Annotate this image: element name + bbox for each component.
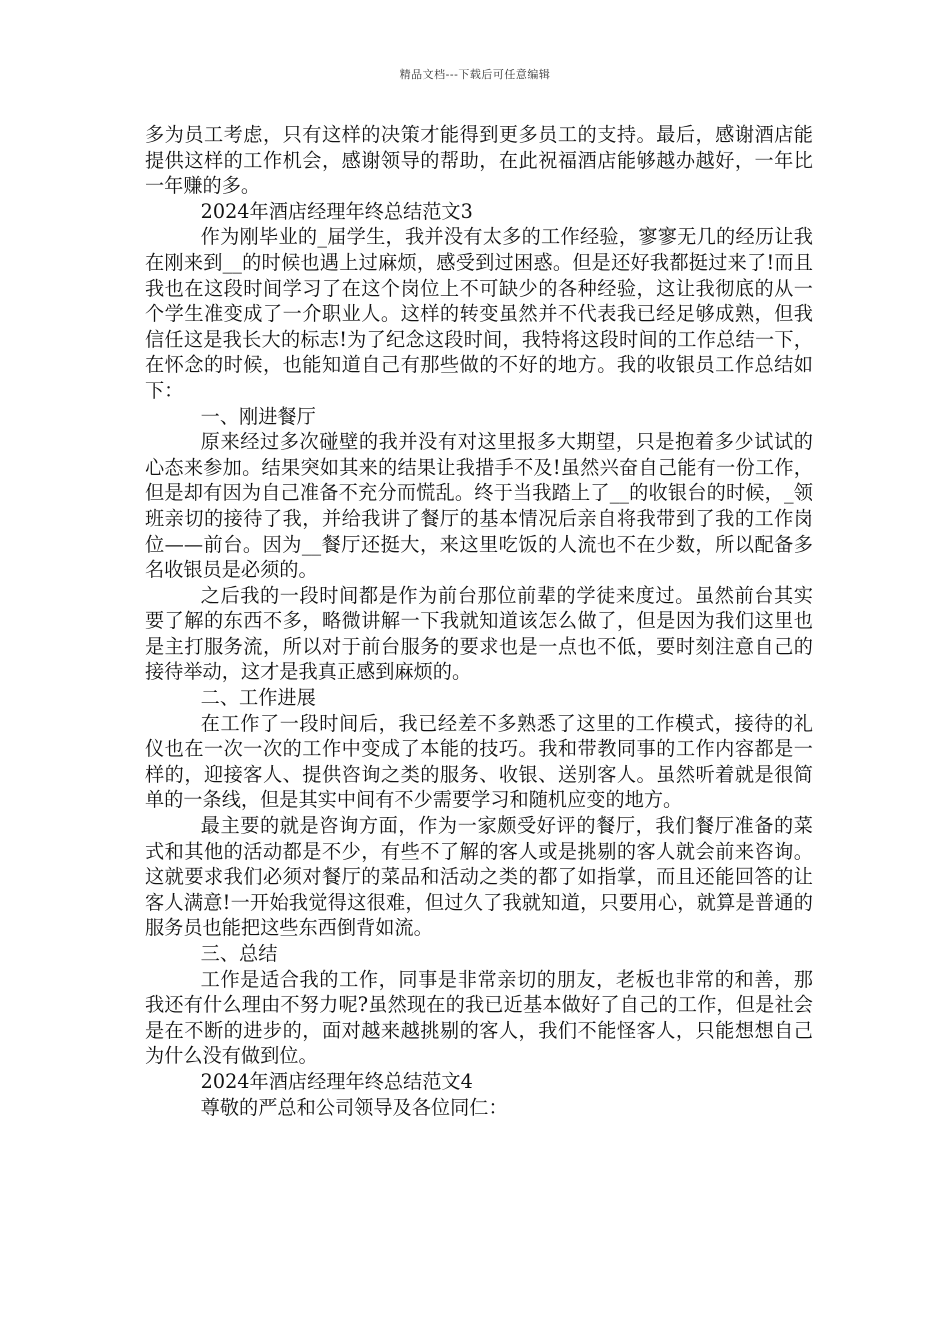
page-header: 精品文档---下载后可任意编辑 <box>399 68 551 81</box>
section-heading: 三、总结 <box>200 942 278 965</box>
paragraph: 原来经过多次碰壁的我并没有对这里报多大期望，只是抱着多少试试的心态来参加。结果突如其来的结果让我措手不及!虽然兴奋自己能有一份工作，但是却有因为自己准备不充分而慌乱。终于当我踏上了__的收银台的时候，_领班亲切的接待了我，并给我讲了餐厅的基本情况后亲自将我带到了我的工作岗位——前台。因为__餐厅还挺大，来这里吃饭的人流也不在少数，所以配备多名收银员是必须的。 <box>145 430 813 582</box>
section-title: 2024年酒店经理年终总结范文3 <box>200 199 473 223</box>
paragraph: 工作是适合我的工作，同事是非常亲切的朋友，老板也非常的和善，那我还有什么理由不努力呢?虽然现在的我已近基本做好了自己的工作，但是社会是在不断的进步的，面对越来越挑剔的客人，我们不能怪客人，只能想想自己为什么没有做到位。 <box>145 967 813 1068</box>
paragraph: 之后我的一段时间都是作为前台那位前辈的学徒来度过。虽然前台其实要了解的东西不多，略微讲解一下我就知道该怎么做了，但是因为我们这里也是主打服务流，所以对于前台服务的要求也是一点也不低，要时刻注意自己的接待举动，这才是我真正感到麻烦的。 <box>145 583 813 684</box>
paragraph: 尊敬的严总和公司领导及各位同仁： <box>200 1095 508 1119</box>
document-body <box>145 122 813 1120</box>
section-title: 2024年酒店经理年终总结范文4 <box>200 1069 473 1093</box>
paragraph: 在工作了一段时间后，我已经差不多熟悉了这里的工作模式，接待的礼仪也在一次一次的工作中变成了本能的技巧。我和带教同事的工作内容都是一样的，迎接客人、提供咨询之类的服务、收银、送别客人。虽然听着就是很简单的一条线，但是其实中间有不少需要学习和随机应变的地方。 <box>145 711 813 812</box>
section-heading: 一、刚进餐厅 <box>200 404 316 428</box>
paragraph: 作为刚毕业的_届学生，我并没有太多的工作经验，寥寥无几的经历让我在刚来到__的时候也遇上过麻烦，感受到过困惑。但是还好我都挺过来了!而且我也在这段时间学习了在这个岗位上不可缺少的各种经验，这让我彻底的从一个学生准变成了一介职业人。这样的转变虽然并不代表我已经足够成熟，但我信任这是我长大的标志!为了纪念这段时间，我特将这段时间的工作总结一下，在怀念的时候，也能知道自己有那些做的不好的地方。我的收银员工作总结如下： <box>145 225 813 402</box>
section-heading: 二、工作进展 <box>200 686 316 710</box>
paragraph: 最主要的就是咨询方面，作为一家颇受好评的餐厅，我们餐厅准备的菜式和其他的活动都是不少，有些不了解的客人或是挑剔的客人就会前来咨询。这就要求我们必须对餐厅的菜品和活动之类的都了如指掌，而且还能回答的让客人满意!一开始我觉得这很难，但过久了我就知道，只要用心，就算是普通的服务员也能把这些东西倒背如流。 <box>145 814 813 940</box>
paragraph: 多为员工考虑，只有这样的决策才能得到更多员工的支持。最后，感谢酒店能提供这样的工作机会，感谢领导的帮助，在此祝福酒店能够越办越好，一年比一年赚的多。 <box>145 123 813 198</box>
